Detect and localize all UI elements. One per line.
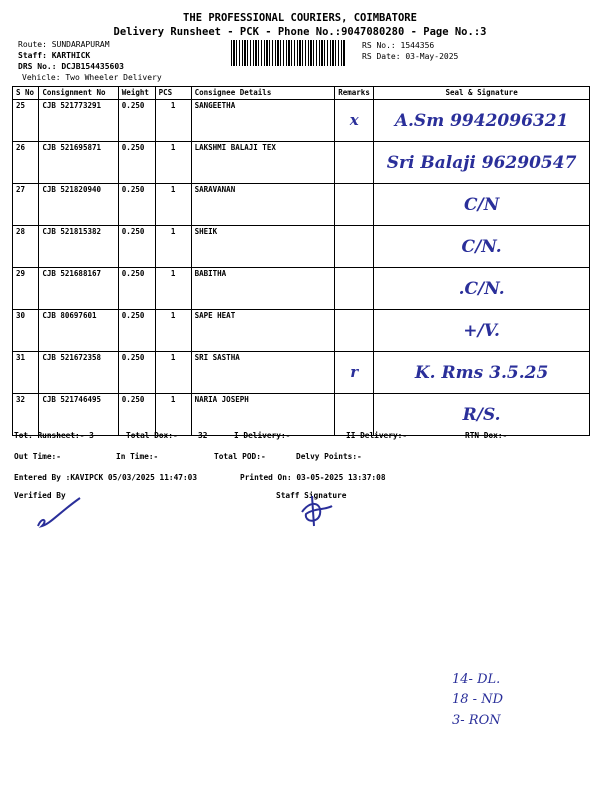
sno-cell: 27 <box>13 184 39 226</box>
total-pod: Total POD:- <box>214 452 266 461</box>
remarks-cell <box>335 142 374 184</box>
delvy-points: Delvy Points:- <box>296 452 362 461</box>
weight-cell: 0.250 <box>118 226 155 268</box>
printed-on: Printed On: 03-05-2025 13:37:08 <box>240 473 386 482</box>
route-label: Route: SUNDARAPURAM <box>18 40 110 49</box>
pcs-cell: 1 <box>155 184 191 226</box>
handwritten-signature: C/N. <box>461 237 502 257</box>
ii-delivery: II Delivery:- <box>346 431 408 440</box>
handwritten-signature: +/V. <box>463 321 500 341</box>
consignment-cell: CJB 80697601 <box>39 310 118 352</box>
consignee-cell: SRI SASTHA <box>191 352 335 394</box>
pcs-cell: 1 <box>155 142 191 184</box>
consignee-cell: SANGEETHA <box>191 100 335 142</box>
col-header: Consignment No <box>39 87 118 100</box>
handwritten-signature: R/S. <box>462 405 501 425</box>
remark-mark: r <box>350 363 359 381</box>
remarks-cell <box>335 352 374 394</box>
table-row <box>13 226 590 268</box>
pcs-cell: 1 <box>155 394 191 436</box>
weight-cell: 0.250 <box>118 352 155 394</box>
consignment-cell: CJB 521773291 <box>39 100 118 142</box>
handwritten-signature: .C/N. <box>458 279 505 299</box>
signature-cell <box>374 184 590 226</box>
handnote: 18 - ND <box>452 692 503 707</box>
weight-cell: 0.250 <box>118 310 155 352</box>
col-header: Weight <box>118 87 155 100</box>
vehicle-label: Vehicle: Two Wheeler Delivery <box>22 73 162 82</box>
consignment-cell: CJB 521672358 <box>39 352 118 394</box>
sno-cell: 31 <box>13 352 39 394</box>
col-header: Seal & Signature <box>374 87 590 100</box>
consignment-cell: CJB 521820940 <box>39 184 118 226</box>
in-time: In Time:- <box>116 452 159 461</box>
consignment-cell: CJB 521695871 <box>39 142 118 184</box>
table-header-row <box>13 87 590 100</box>
sno-cell: 29 <box>13 268 39 310</box>
weight-cell: 0.250 <box>118 142 155 184</box>
pcs-cell: 1 <box>155 100 191 142</box>
pcs-cell: 1 <box>155 310 191 352</box>
weight-cell: 0.250 <box>118 184 155 226</box>
signature-cell <box>374 142 590 184</box>
out-time: Out Time:- <box>14 452 61 461</box>
rs-date: RS Date: 03-May-2025 <box>362 52 459 61</box>
handwritten-signature: A.Sm 9942096321 <box>394 111 569 131</box>
consignment-cell: CJB 521746495 <box>39 394 118 436</box>
signature-cell <box>374 394 590 436</box>
drs-label: DRS No.: DCJB154435603 <box>18 62 124 71</box>
table-row <box>13 310 590 352</box>
col-header: Consignee Details <box>191 87 335 100</box>
remarks-cell <box>335 100 374 142</box>
sno-cell: 32 <box>13 394 39 436</box>
col-header: PCS <box>155 87 191 100</box>
weight-cell: 0.250 <box>118 394 155 436</box>
table-row <box>13 142 590 184</box>
handnote: 3- RON <box>452 713 501 728</box>
verified-by: Verified By <box>14 491 66 500</box>
sno-cell: 28 <box>13 226 39 268</box>
verified-signature-icon <box>30 494 90 534</box>
signature-cell <box>374 100 590 142</box>
sno-cell: 30 <box>13 310 39 352</box>
col-header: S No <box>13 87 39 100</box>
rs-no: RS No.: 1544356 <box>362 41 435 50</box>
runsheet-subtitle: Delivery Runsheet - PCK - Phone No.:9047080280 - Page No.:3 <box>113 26 487 38</box>
handnote: 14- DL. <box>452 672 501 687</box>
i-delivery: I Delivery:- <box>234 431 291 440</box>
tot-runsheet: Tot. Runsheet:- 3 <box>14 431 94 440</box>
signature-cell <box>374 352 590 394</box>
sno-cell: 25 <box>13 100 39 142</box>
consignee-cell: SHEIK <box>191 226 335 268</box>
sno-cell: 26 <box>13 142 39 184</box>
staff-signature-label: Staff Signature <box>276 491 347 500</box>
total-dox-value: 32 <box>198 431 208 440</box>
pcs-cell: 1 <box>155 352 191 394</box>
consignment-cell: CJB 521815382 <box>39 226 118 268</box>
total-dox-label: Total Dox:- <box>126 431 178 440</box>
handwritten-signature: K. Rms 3.5.25 <box>414 363 549 383</box>
signature-cell <box>374 268 590 310</box>
remarks-cell <box>335 310 374 352</box>
consignee-cell: BABITHA <box>191 268 335 310</box>
remarks-cell <box>335 184 374 226</box>
table-row <box>13 394 590 436</box>
weight-cell: 0.250 <box>118 100 155 142</box>
consignee-cell: LAKSHMI BALAJI TEX <box>191 142 335 184</box>
remarks-cell <box>335 268 374 310</box>
table-row <box>13 100 590 142</box>
staff-label: Staff: KARTHICK <box>18 51 91 60</box>
remark-mark: x <box>349 111 359 129</box>
col-header: Remarks <box>335 87 374 100</box>
rtn-dox: RTN Dox:- <box>465 431 508 440</box>
pcs-cell: 1 <box>155 268 191 310</box>
staff-signature-icon <box>292 494 342 532</box>
company-title: THE PROFESSIONAL COURIERS, COIMBATORE <box>183 12 417 24</box>
remarks-cell <box>335 394 374 436</box>
barcode <box>231 40 346 66</box>
table-row <box>13 184 590 226</box>
signature-cell <box>374 310 590 352</box>
signature-cell <box>374 226 590 268</box>
runsheet-table <box>12 86 590 436</box>
consignee-cell: SARAVANAN <box>191 184 335 226</box>
table-row <box>13 352 590 394</box>
handwritten-signature: C/N <box>463 195 500 215</box>
consignment-cell: CJB 521688167 <box>39 268 118 310</box>
entered-by: Entered By :KAVIPCK 05/03/2025 11:47:03 <box>14 473 198 482</box>
table-row <box>13 268 590 310</box>
pcs-cell: 1 <box>155 226 191 268</box>
handwritten-signature: Sri Balaji 96290547 <box>386 153 577 173</box>
remarks-cell <box>335 226 374 268</box>
consignee-cell: SAPE HEAT <box>191 310 335 352</box>
consignee-cell: NARIA JOSEPH <box>191 394 335 436</box>
weight-cell: 0.250 <box>118 268 155 310</box>
